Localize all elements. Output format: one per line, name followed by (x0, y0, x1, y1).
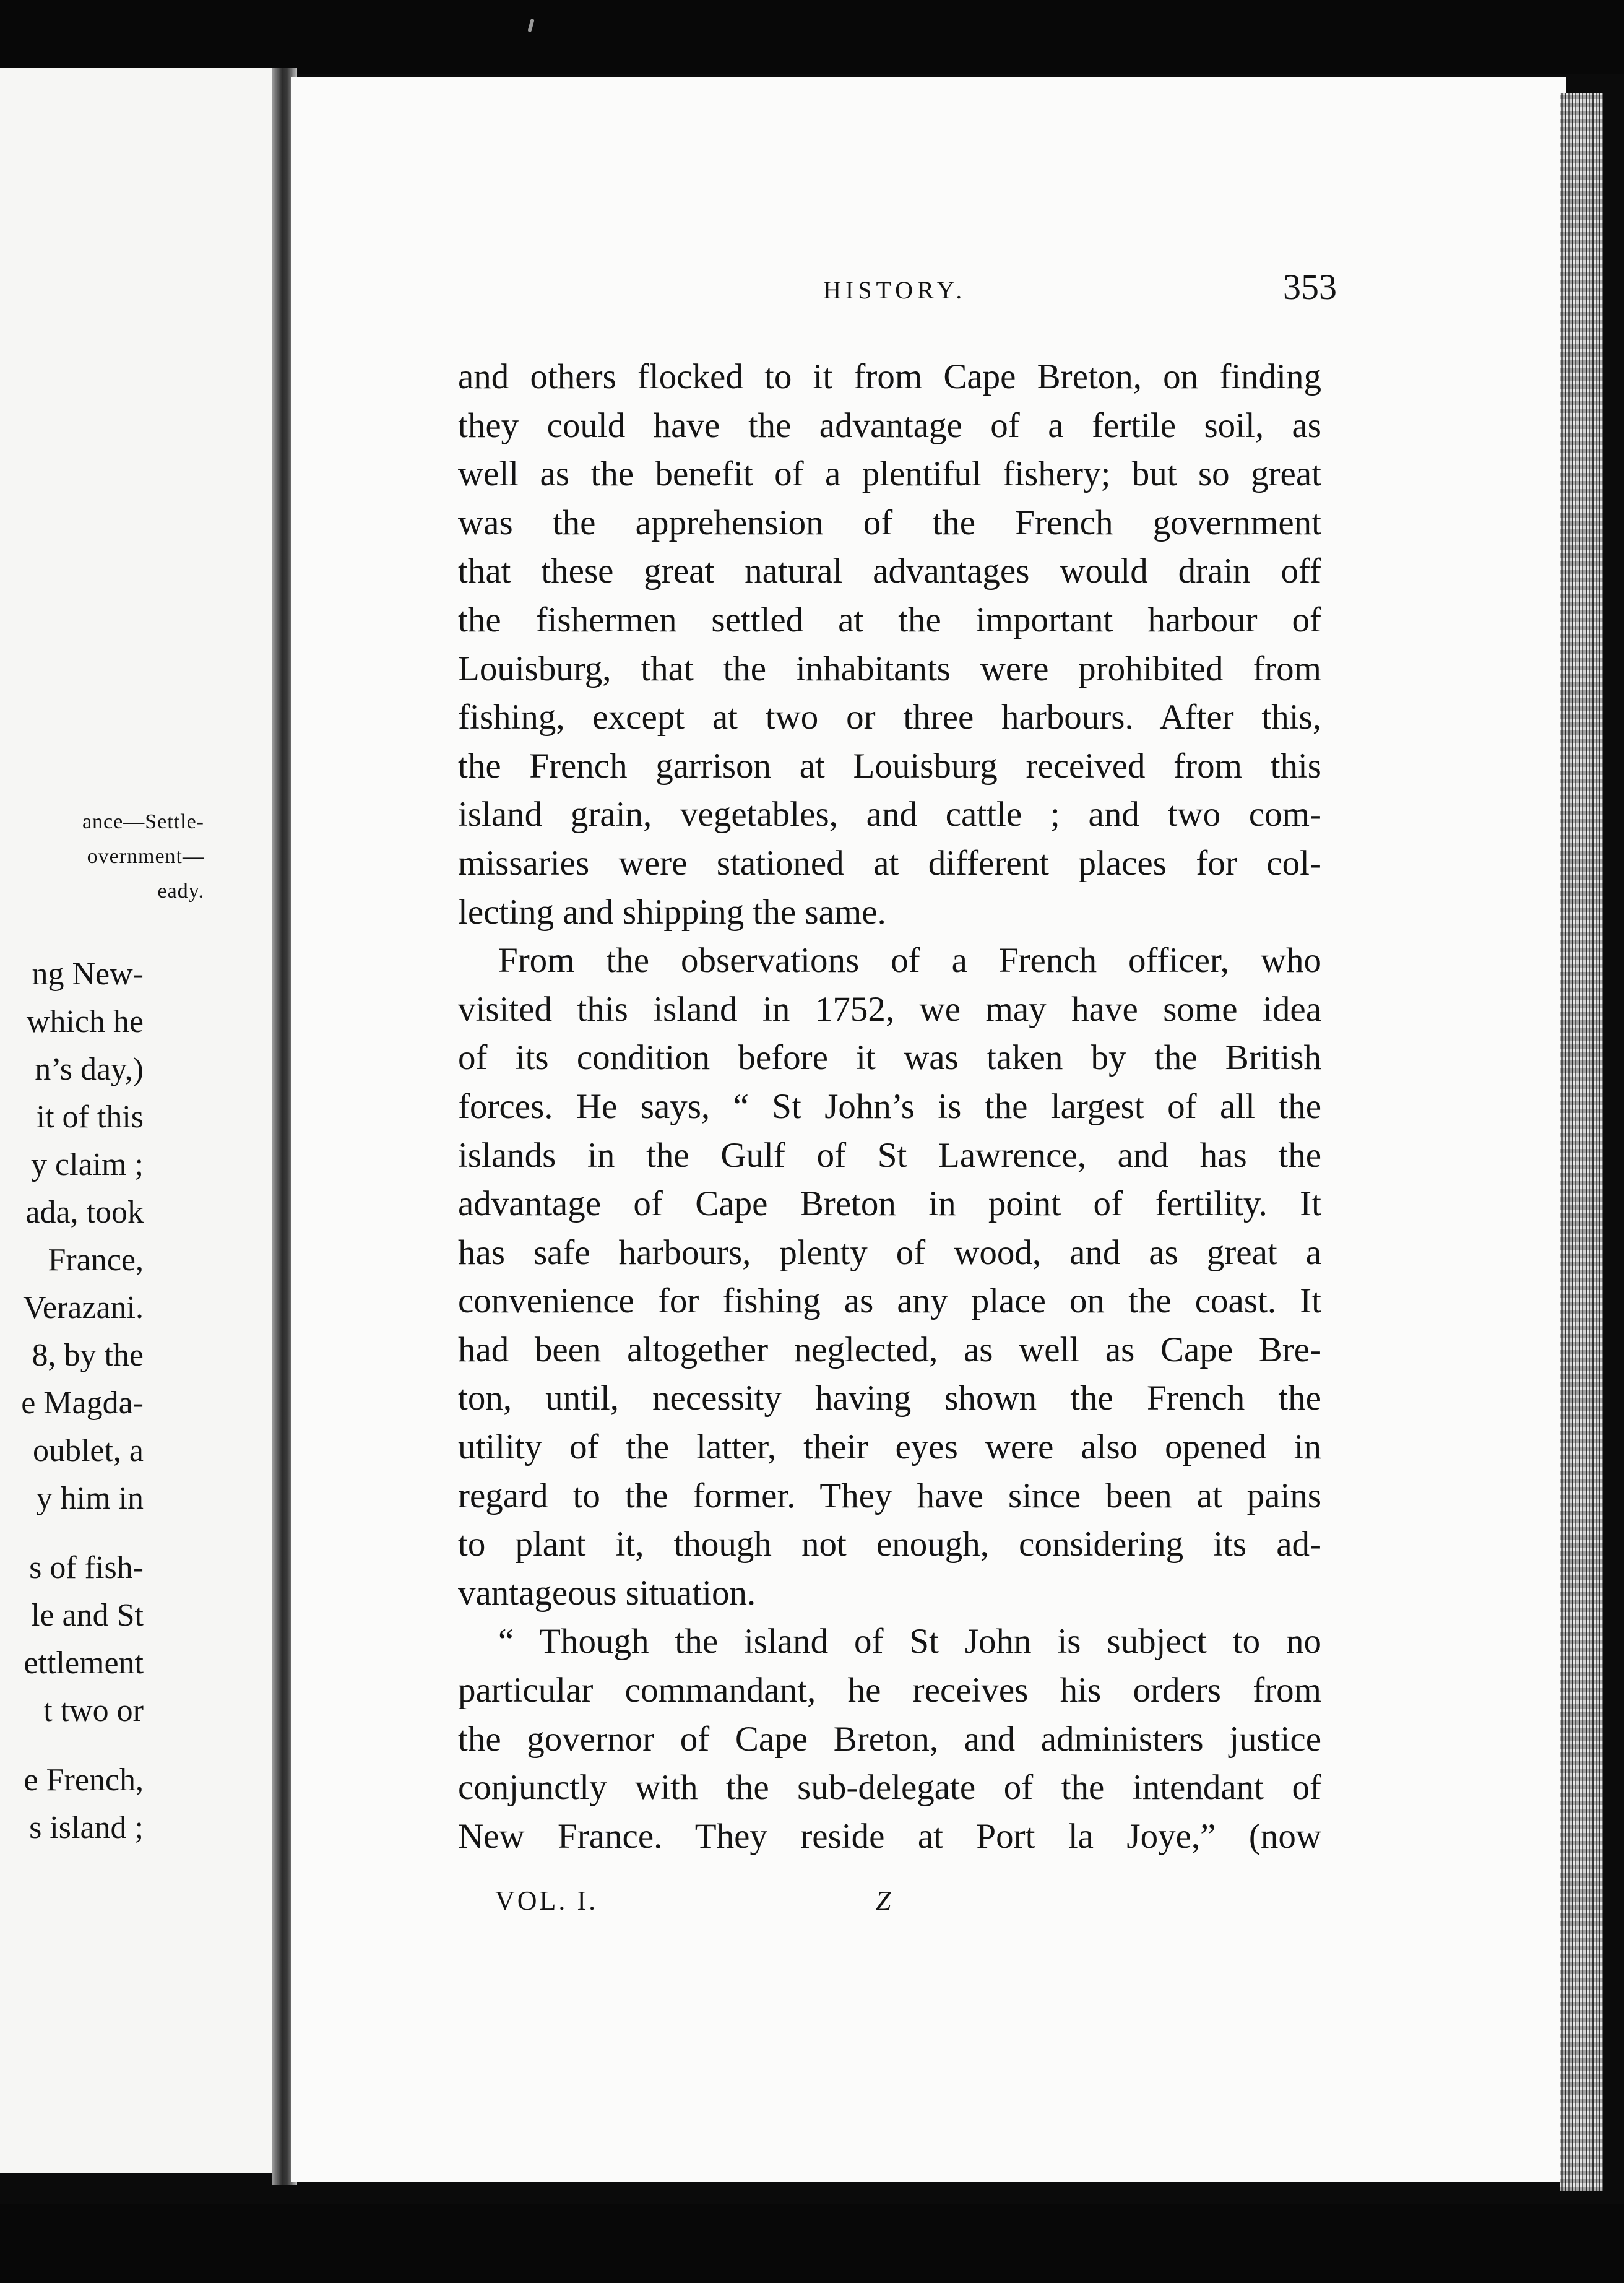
body-text (458, 353, 1321, 1861)
text-line: ton, until, necessity having shown the French the (458, 1379, 1321, 1418)
text-line: the French garrison at Louisburg received from this (458, 746, 1321, 786)
text-line: has safe harbours, plenty of wood, and as great a (458, 1232, 1321, 1272)
side-note-line: eady. (157, 880, 204, 903)
left-text-line: ng New- (32, 956, 144, 992)
paragraph-gap (0, 1735, 144, 1756)
text-line: they could have the advantage of a fertile soil, as (458, 405, 1321, 445)
side-note-line: overnment— (87, 845, 204, 868)
text-line: missaries were stationed at different places for col- (458, 843, 1321, 883)
text-line: that these great natural advantages would drain off (458, 552, 1321, 591)
text-line: visited this island in 1752, we may have some idea (458, 989, 1321, 1029)
left-text-line: y claim ; (31, 1147, 144, 1182)
left-text-line: 8, by the (32, 1338, 144, 1373)
left-text-line: it of this (36, 1099, 144, 1135)
running-head: HISTORY. (823, 276, 967, 304)
page-edge (1560, 93, 1603, 2191)
scan-background-bottom (0, 2204, 1624, 2283)
text-line: New France. They reside at Port la Joye,” (now (458, 1816, 1321, 1856)
signature-line (495, 1885, 990, 1922)
text-line: islands in the Gulf of St Lawrence, and has the (458, 1135, 1321, 1175)
left-text-line: ettlement (24, 1645, 144, 1681)
text-line: had been altogether neglected, as well as Cape Bre- (458, 1330, 1321, 1369)
text-line: “ Though the island of St John is subject to no (498, 1622, 1321, 1661)
volume-signature: VOL. I. (495, 1886, 598, 1916)
text-line: forces. He says, “ St John’s is the largest of all the (458, 1086, 1321, 1126)
text-line: conjunctly with the sub-delegate of the intendant of (458, 1768, 1321, 1808)
left-text-line: n’s day,) (35, 1052, 144, 1087)
left-text-line: s island ; (29, 1810, 144, 1845)
text-line: lecting and shipping the same. (458, 892, 886, 932)
text-line: Louisburg, that the inhabitants were prohibited from (458, 649, 1321, 688)
text-line: particular commandant, he receives his orders from (458, 1671, 1321, 1710)
text-line: vantageous situation. (458, 1573, 756, 1613)
text-line: advantage of Cape Breton in point of fertility. It (458, 1184, 1321, 1224)
left-text-line: France, (48, 1242, 144, 1278)
gathering-signature: Z (876, 1886, 894, 1916)
text-line: well as the benefit of a plentiful fishery; but so great (458, 454, 1321, 494)
text-line: island grain, vegetables, and cattle ; and two com- (458, 795, 1321, 834)
left-text-line: le and St (31, 1598, 144, 1633)
left-page (0, 68, 275, 2173)
left-text-line: t two or (43, 1693, 144, 1728)
text-line: to plant it, though not enough, considering its ad- (458, 1525, 1321, 1564)
text-line: regard to the former. They have since been at pains (458, 1476, 1321, 1515)
text-line: the fishermen settled at the important harbour of (458, 600, 1321, 639)
paragraph (458, 937, 1321, 1618)
left-text-line: e Magda- (21, 1385, 144, 1421)
paragraph (458, 1618, 1321, 1861)
text-line: fishing, except at two or three harbours. After this, (458, 698, 1321, 737)
left-text-line: oublet, a (32, 1433, 144, 1468)
text-line: utility of the latter, their eyes were also opened in (458, 1427, 1321, 1467)
text-line: convenience for fishing as any place on the coast. It (458, 1281, 1321, 1321)
left-page-text (0, 950, 144, 1852)
text-line: the governor of Cape Breton, and administers justice (458, 1719, 1321, 1759)
scan-background-top (0, 0, 1624, 74)
text-line: From the observations of a French officer, who (498, 941, 1321, 981)
left-text-line: s of fish- (29, 1550, 144, 1585)
paragraph (458, 353, 1321, 937)
page-number: 353 (1283, 267, 1337, 307)
left-text-line: e French, (24, 1762, 144, 1798)
text-line: and others flocked to it from Cape Breton, on finding (458, 357, 1321, 396)
side-note-line: ance—Settle- (82, 810, 204, 833)
left-text-line: ada, took (25, 1195, 144, 1230)
paragraph-gap (0, 1522, 144, 1544)
left-text-line: y him in (36, 1481, 144, 1516)
left-text-line: which he (26, 1004, 144, 1039)
left-side-note (0, 805, 204, 909)
text-line: was the apprehension of the French government (458, 503, 1321, 542)
text-line: of its condition before it was taken by the British (458, 1038, 1321, 1078)
left-text-line: Verazani. (23, 1290, 144, 1325)
